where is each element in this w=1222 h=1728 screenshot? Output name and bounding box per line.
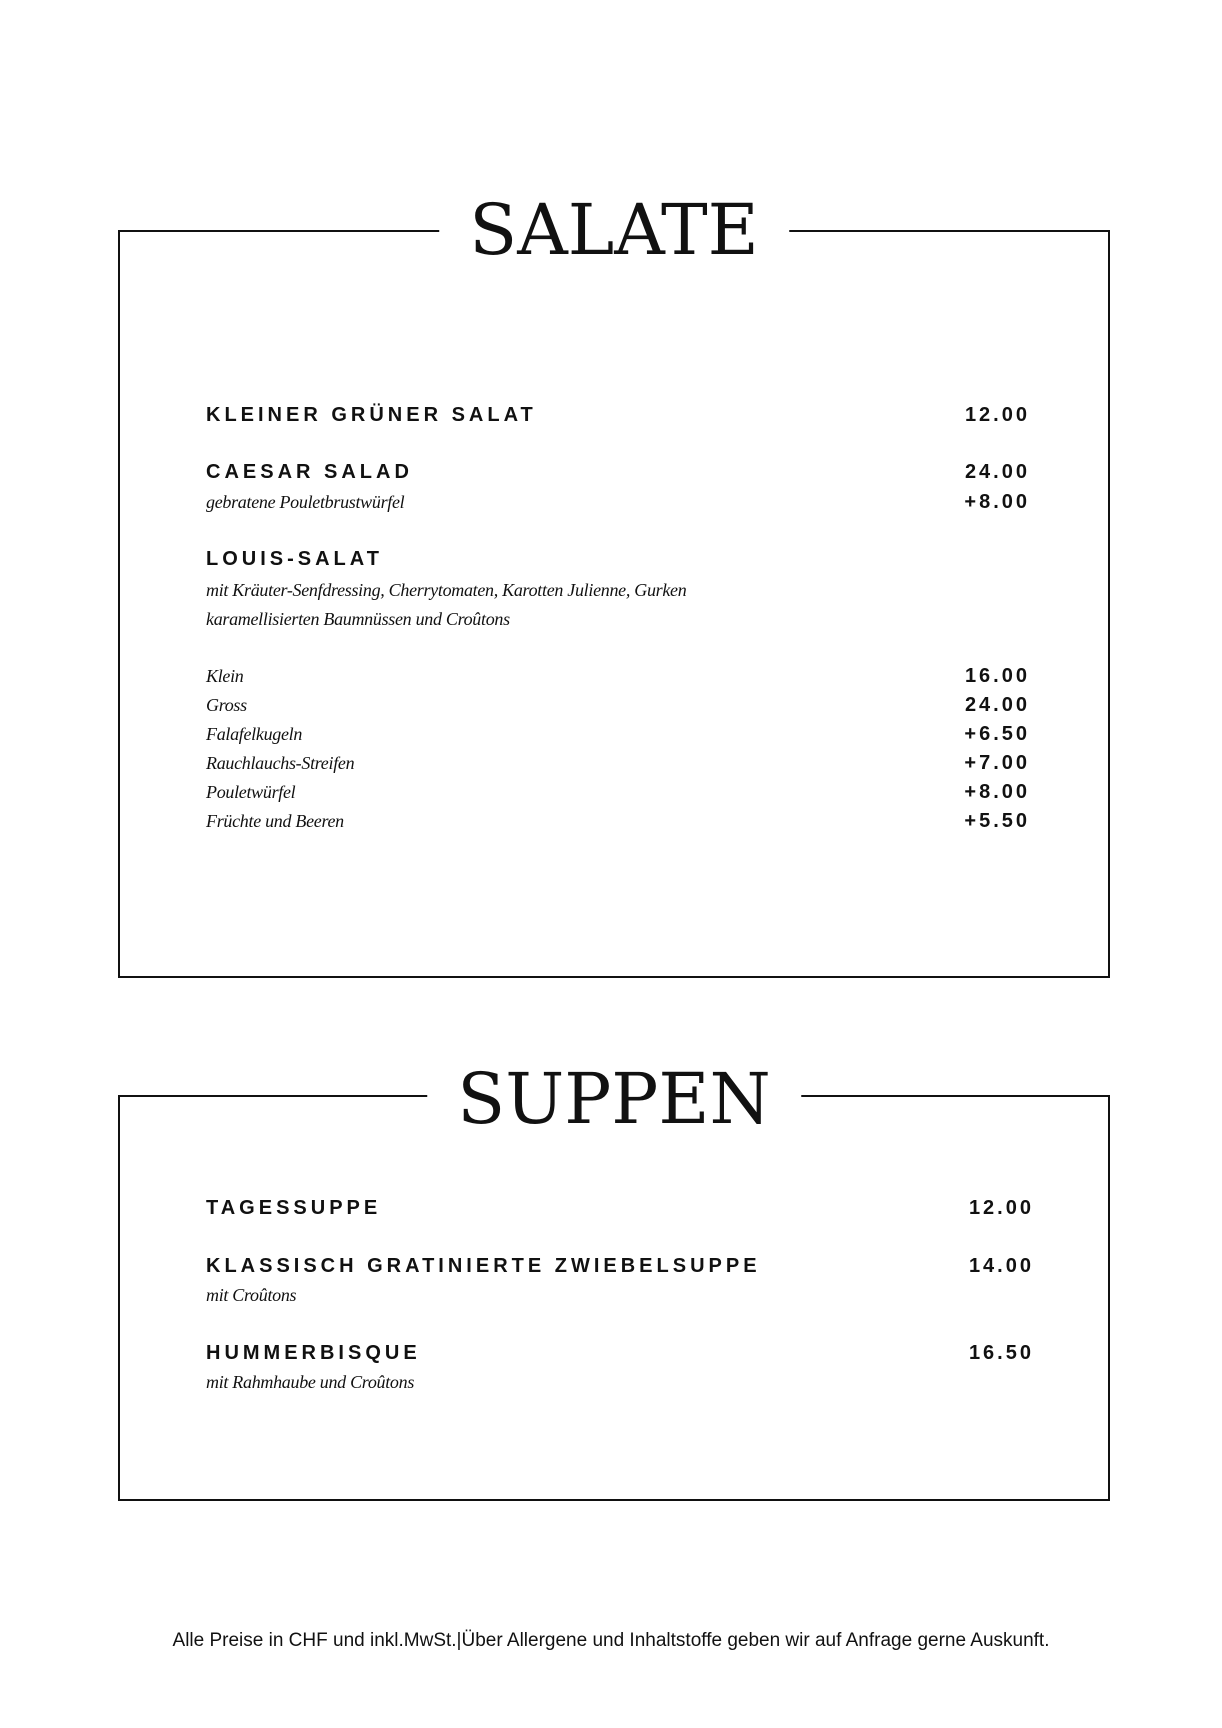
option-row [206, 781, 1030, 804]
option-label: Pouletwürfel [206, 782, 296, 802]
dish-desc: mit Croûtons [206, 1285, 297, 1305]
menu-item-kleiner-gruener-salat [206, 404, 1030, 427]
menu-item-hummerbisque [206, 1342, 1034, 1365]
option-price: +5.50 [964, 810, 1030, 832]
dish-name: TAGESSUPPE [206, 1197, 382, 1219]
option-row [206, 723, 1030, 746]
section-title-salate: SALATE [439, 192, 789, 268]
salate-section [118, 189, 1110, 978]
suppen-section [118, 1058, 1110, 1501]
menu-item-caesar-salad [206, 461, 1030, 484]
dish-desc: mit Rahmhaube und Croûtons [206, 1372, 415, 1392]
option-price: 24.00 [964, 694, 1030, 716]
dish-price: 16.50 [968, 1342, 1034, 1364]
option-label: Früchte und Beeren [206, 811, 344, 831]
option-row [206, 665, 1030, 688]
dish-price: 14.00 [968, 1255, 1034, 1277]
option-label: Falafelkugeln [206, 724, 303, 744]
section-title-suppen: SUPPEN [427, 1061, 801, 1137]
option-row [206, 810, 1030, 833]
dish-name: LOUIS-SALAT [206, 548, 383, 570]
dish-name: HUMMERBISQUE [206, 1342, 421, 1364]
dish-desc-line: mit Kräuter-Senfdressing, Cherrytomaten, Karotten Julienne, Gurken [206, 580, 687, 600]
option-price: +7.00 [964, 752, 1030, 774]
menu-item-caesar-extra [206, 491, 1030, 514]
menu-item-louis-salat [206, 548, 1030, 571]
menu-item-tagessuppe [206, 1197, 1034, 1220]
option-price: +6.50 [964, 723, 1030, 745]
menu-item-zwiebelsuppe [206, 1255, 1034, 1278]
footer-note: Alle Preise in CHF und inkl.MwSt.|Über Allergene und Inhaltstoffe geben wir auf Anfrage gerne Auskunft. [172, 1630, 1050, 1651]
dish-name: KLEINER GRÜNER SALAT [206, 404, 537, 426]
dish-price: 12.00 [964, 404, 1030, 426]
dish-name: KLASSISCH GRATINIERTE ZWIEBELSUPPE [206, 1255, 761, 1277]
dish-price: 24.00 [964, 461, 1030, 483]
option-label: Gross [206, 695, 247, 715]
dish-extra-desc: gebratene Pouletbrustwürfel [206, 492, 405, 512]
option-label: Klein [206, 666, 244, 686]
option-price: 16.00 [964, 665, 1030, 687]
option-row [206, 752, 1030, 775]
option-price: +8.00 [964, 781, 1030, 803]
dish-desc-line: karamellisierten Baumnüssen und Croûtons [206, 609, 510, 629]
dish-extra-price: +8.00 [964, 491, 1030, 513]
dish-name: CAESAR SALAD [206, 461, 413, 483]
option-label: Rauchlauchs-Streifen [206, 753, 355, 773]
dish-price: 12.00 [968, 1197, 1034, 1219]
option-row [206, 694, 1030, 717]
